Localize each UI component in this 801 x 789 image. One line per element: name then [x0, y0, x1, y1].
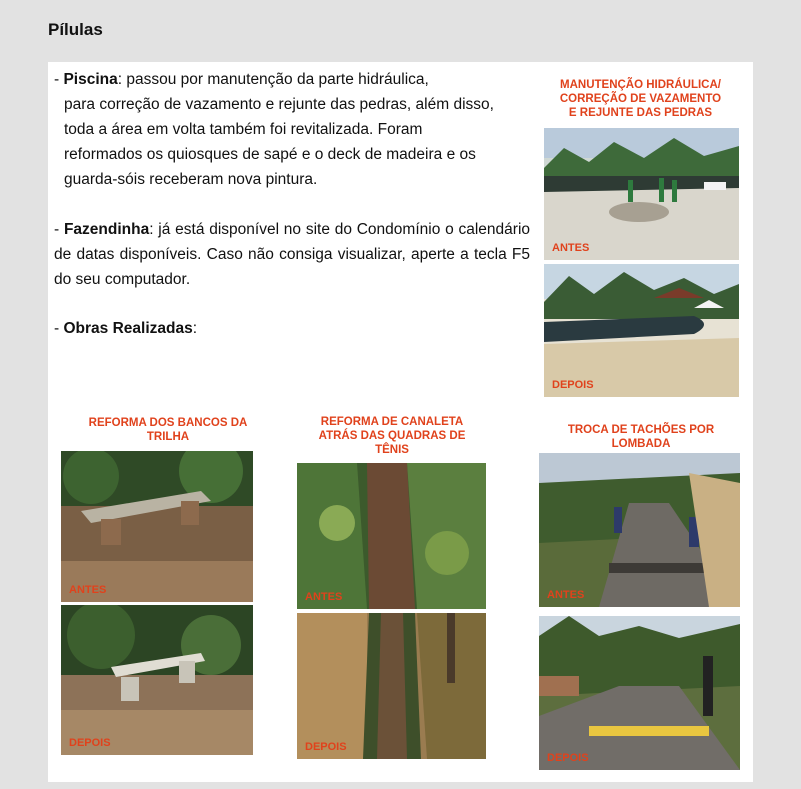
tag-antes: ANTES [547, 589, 585, 601]
piscina-label: Piscina [63, 71, 118, 88]
photo-piscina-antes [544, 128, 739, 260]
fazendinha-label: Fazendinha [63, 221, 150, 238]
tag-depois: DEPOIS [305, 741, 347, 753]
dash: - [54, 221, 64, 238]
photo-bancos-depois [61, 605, 253, 755]
photo-canaleta-antes [297, 463, 486, 609]
piscina-line-2: para correção de vazamento e rejunte das pedras, além disso, [64, 96, 494, 113]
tag-antes: ANTES [305, 591, 343, 603]
photo-tachoes-depois [539, 616, 740, 770]
caption-tachoes: TROCA DE TACHÕES POR LOMBADA [567, 424, 715, 450]
tag-depois: DEPOIS [547, 752, 589, 764]
tag-antes: ANTES [69, 584, 107, 596]
fazendinha-text: : já está disponível no site do Condomínio o calendário de datas disponíveis. Caso não consiga visualizar, aperte a tecla F5 do seu computador. [54, 221, 531, 288]
caption-bancos: REFORMA DOS BANCOS DA TRILHA [88, 417, 248, 443]
photo-piscina-depois [544, 264, 739, 397]
obras-paragraph [54, 316, 530, 341]
obras-suffix: : [192, 320, 198, 337]
caption-piscina: MANUTENÇÃO HIDRÁULICA/ CORREÇÃO DE VAZAMENTO E REJUNTE DAS PEDRAS [559, 79, 722, 119]
piscina-line-3: toda a área em volta também foi revitalizada. Foram [64, 121, 423, 138]
piscina-line-4: reformados os quiosques de sapé e o deck de madeira e os [64, 146, 476, 163]
piscina-line-1: : passou por manutenção da parte hidráulica, [117, 71, 429, 88]
tag-depois: DEPOIS [552, 379, 594, 391]
piscina-line-5: guarda-sóis receberam nova pintura. [64, 171, 318, 188]
content-panel [48, 62, 753, 782]
photo-bancos-antes [61, 451, 253, 602]
caption-canaleta: REFORMA DE CANALETA ATRÁS DAS QUADRAS DE TÊNIS [318, 416, 466, 456]
dash: - [54, 320, 64, 337]
obras-label: Obras Realizadas [63, 320, 193, 337]
dash: - [54, 71, 64, 88]
section-title: Pílulas [48, 20, 103, 39]
photo-canaleta-depois [297, 613, 486, 759]
piscina-paragraph [54, 67, 529, 192]
tag-antes: ANTES [552, 242, 590, 254]
photo-tachoes-antes [539, 453, 740, 607]
tag-depois: DEPOIS [69, 737, 111, 749]
fazendinha-paragraph [54, 217, 530, 292]
